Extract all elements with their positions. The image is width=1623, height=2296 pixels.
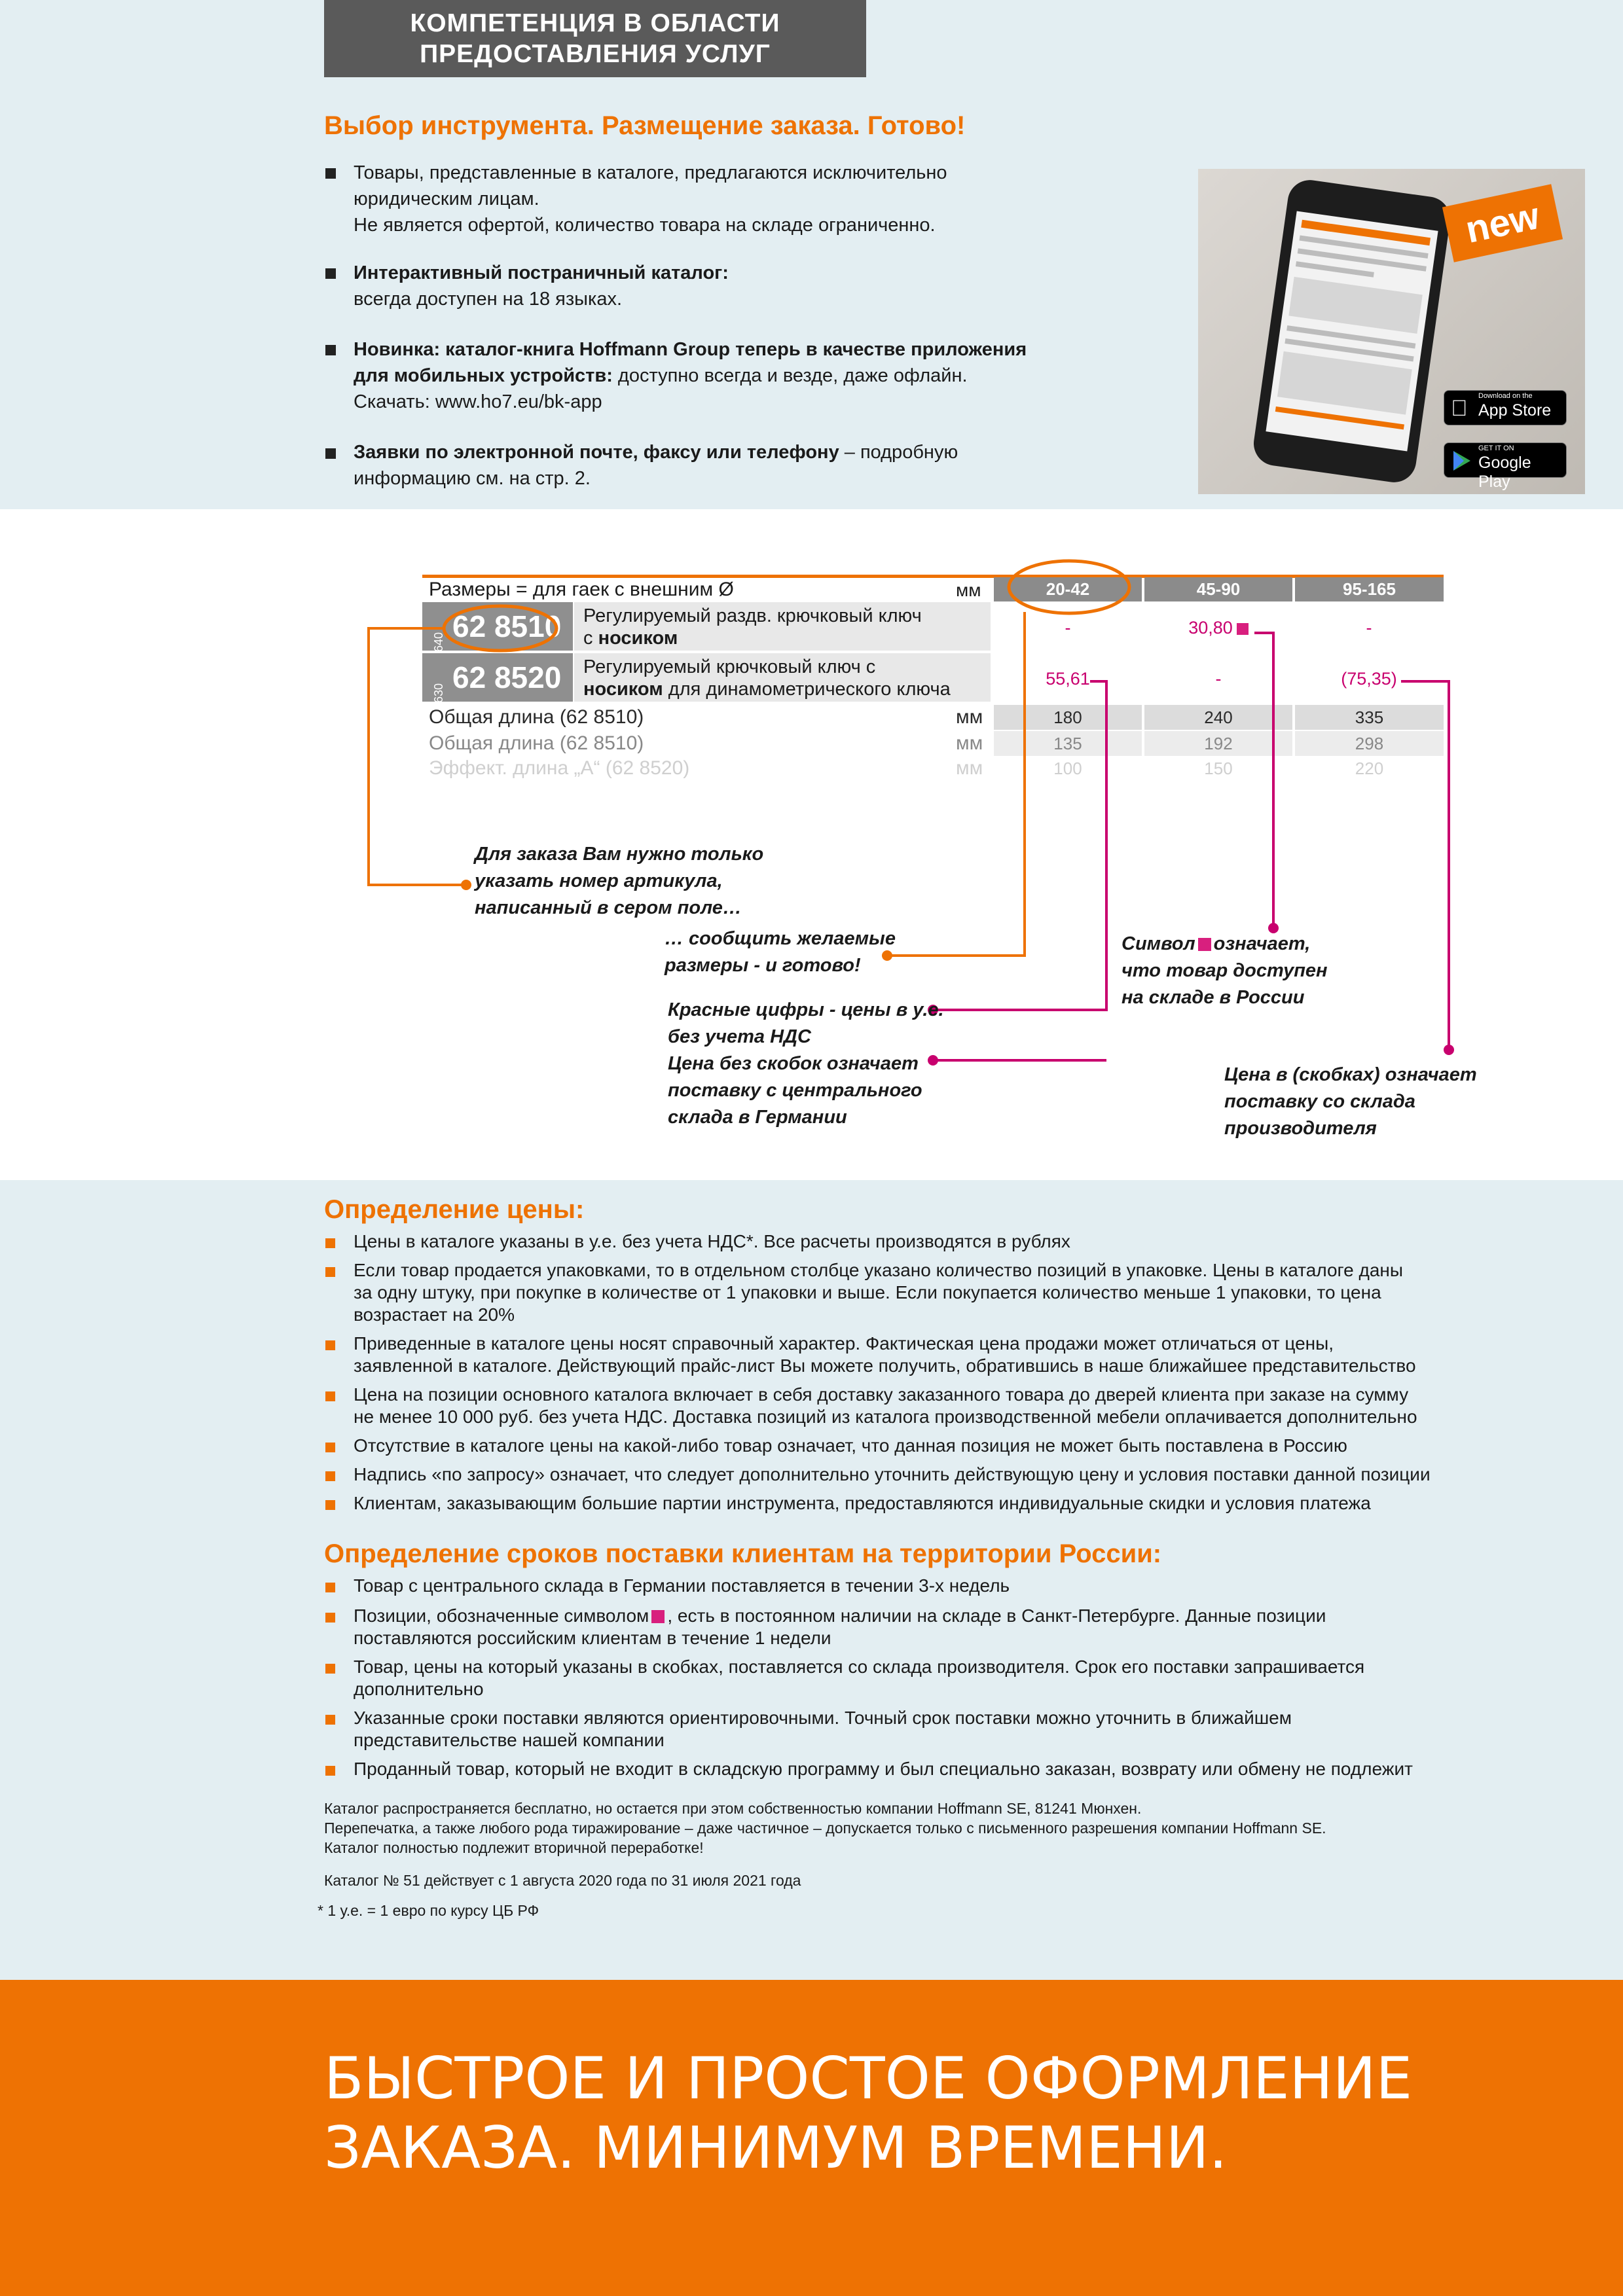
column-header: 95-165 (1295, 577, 1444, 601)
stock-callout-line (1254, 633, 1273, 928)
column-header: 20-42 (994, 577, 1142, 601)
bullet-icon (325, 1471, 335, 1481)
text-line: указать номер артикула, (475, 870, 723, 891)
article-prefix: 640 (432, 632, 446, 653)
text-line: юридическим лицам. (354, 188, 539, 209)
store-small-label: Download on the (1478, 392, 1533, 400)
pricing-item (354, 1333, 1416, 1377)
text-line: Не является офертой, количество товара на складе ограниченно. (354, 215, 936, 236)
price-value: 30,80 (1188, 618, 1233, 637)
text-bold: для мобильных устройств: (354, 365, 613, 386)
legal-notice (324, 1799, 1326, 1857)
bullet-icon (325, 1766, 335, 1776)
text-line: Цена без скобок означает (668, 1053, 919, 1074)
bullet-icon (325, 1238, 335, 1248)
text-bold: носиком (598, 628, 678, 649)
store-label: Google Play (1478, 454, 1531, 491)
text-line: поставку со склада (1224, 1091, 1415, 1112)
header-line-2: ПРЕДОСТАВЛЕНИЯ УСЛУГ (420, 40, 771, 68)
text-line: Приведенные в каталоге цены носят справочный характер. Фактическая цена продажи может отличаться от цены, (354, 1333, 1334, 1354)
text-span: Символ (1122, 933, 1195, 954)
price-cell: - (1065, 618, 1071, 637)
bullet-icon (325, 1443, 335, 1452)
text-span: для динамометрического ключа (663, 679, 951, 700)
bracket-callout-line (1401, 681, 1449, 1050)
delivery-item (354, 1707, 1292, 1751)
footer-banner (0, 1980, 1623, 2296)
dim-unit: мм (956, 706, 983, 728)
pricing-title: Определение цены: (324, 1195, 585, 1224)
text-line: возрастает на 20% (354, 1304, 515, 1325)
text-line: Интерактивный постраничный каталог: (354, 262, 729, 283)
callout-dot (461, 880, 471, 890)
article-number: 62 8510 (452, 609, 562, 643)
text-line: поставку с центрального (668, 1080, 922, 1101)
text-line: Каталог полностью подлежит вторичной переработке! (324, 1839, 704, 1856)
text-line: представительстве нашей компании (354, 1730, 665, 1750)
text-line: без учета НДС (668, 1026, 811, 1047)
text-line: Цена на позиции основного каталога включает в себя доставку заказанного товара до дверей клиента при заказе на сумму (354, 1384, 1409, 1405)
article-prefix: 630 (432, 683, 446, 704)
text-line: Регулируемый раздв. крючковый ключ (583, 605, 922, 626)
delivery-item: Товар с центрального склада в Германии поставляется в течении 3-х недель (354, 1575, 1010, 1596)
app-download-link: Скачать: www.ho7.eu/bk-app (354, 391, 602, 412)
text-line: поставляются российским клиентам в течение 1 недели (354, 1628, 831, 1648)
text-line: написанный в сером поле… (475, 897, 742, 918)
dim-value: 192 (1144, 731, 1292, 756)
delivery-item (354, 1605, 1326, 1649)
stock-square-icon (1198, 938, 1211, 951)
text-line: информацию см. на стр. 2. (354, 468, 591, 489)
text-line: Каталог распространяется бесплатно, но остается при этом собственностью компании Hoffmann SE, 81241 Мюнхен. (324, 1800, 1142, 1817)
size-label: Размеры = для гаек с внешним Ø (429, 579, 734, 600)
text-line: Если товар продается упаковками, то в отдельном столбце указано количество позиций в упаковке. Цены в каталоге даны (354, 1260, 1403, 1280)
text-line: за одну штуку, при покупке в количестве от 1 упаковки и выше. Если покупается количество меньше 1 упаковки, то цена (354, 1282, 1381, 1302)
pricing-item (354, 1259, 1403, 1326)
pricing-item (354, 1435, 1347, 1457)
annotation-brackets (1224, 1062, 1477, 1142)
stock-square-icon (651, 1610, 665, 1623)
footer-line-2: ЗАКАЗА. МИНИМУМ ВРЕМЕНИ. (324, 2114, 1228, 2181)
store-label: App Store (1478, 401, 1552, 420)
bullet-icon (325, 1267, 335, 1277)
dim-value: 180 (994, 705, 1142, 730)
pricing-item (354, 1230, 1070, 1253)
column-header: 45-90 (1144, 577, 1292, 601)
text-bold: Заявки по электронной почте, факсу или телефону (354, 442, 839, 463)
bullet-icon (325, 1500, 335, 1510)
price-callout-line (933, 681, 1106, 1010)
text-line: Новинка: каталог-книга Hoffmann Group теперь в качестве приложения (354, 339, 1027, 360)
catalog-validity: Каталог № 51 действует с 1 августа 2020 года по 31 июля 2021 года (324, 1872, 801, 1889)
annotation-size (665, 925, 896, 979)
footer-slogan (324, 2044, 1412, 2183)
text-line: Красные цифры - цены в у.е. (668, 999, 944, 1020)
dim-value: 298 (1295, 731, 1444, 756)
text-line: склада в Германии (668, 1107, 847, 1128)
annotation-stock (1122, 931, 1328, 1011)
dim-unit: мм (956, 732, 983, 754)
article-highlight (444, 606, 556, 651)
size-column-highlight (1009, 561, 1129, 613)
pricing-item (354, 1463, 1431, 1486)
pricing-item (354, 1492, 1371, 1515)
text-line: … сообщить желаемые (665, 928, 896, 949)
price-cell: (75,35) (1341, 669, 1397, 689)
delivery-item: Проданный товар, который не входит в складскую программу и был специально заказан, возврату или обмену не подлежит (354, 1759, 1413, 1779)
size-callout-line (887, 612, 1025, 956)
callout-dot (1444, 1045, 1454, 1055)
text-span: доступно всегда и везде, даже офлайн. (612, 365, 968, 386)
bullet-icon (325, 1613, 335, 1623)
text-bold: носиком (583, 679, 663, 700)
delivery-title: Определение сроков поставки клиентам на территории России: (324, 1539, 1162, 1568)
bullet-icon (325, 1391, 335, 1401)
text-line (354, 1605, 1326, 1627)
dim-value: 135 (994, 731, 1142, 756)
text-line (1122, 931, 1328, 958)
footer-line-1: БЫСТРОЕ И ПРОСТОЕ ОФОРМЛЕНИЕ (324, 2045, 1413, 2112)
text-line: Надпись «по запросу» означает, что следует дополнительно уточнить действующую цену и условия поставки данной позиции (354, 1464, 1431, 1484)
text-line: Регулируемый крючковый ключ с (583, 656, 876, 677)
bullet-icon (325, 1715, 335, 1725)
text-span: с (583, 628, 598, 649)
pricing-item (354, 1384, 1417, 1428)
bullet-icon (325, 1664, 335, 1674)
text-line: производителя (1224, 1118, 1377, 1139)
dim-value: 150 (1204, 759, 1233, 778)
dim-label: Общая длина (62 8510) (429, 706, 644, 728)
currency-footnote: * 1 у.е. = 1 евро по курсу ЦБ РФ (318, 1902, 539, 1919)
annotation-article (475, 841, 763, 922)
text-line: Товар, цены на который указаны в скобках, поставляется со склада производителя. Срок его поставки запрашивается (354, 1657, 1365, 1677)
bullet-icon (325, 1583, 335, 1592)
dim-value: 240 (1144, 705, 1292, 730)
text-line: размеры - и готово! (665, 955, 861, 976)
text-line: на складе в России (1122, 987, 1305, 1008)
text-span: Позиции, обозначенные символом (354, 1605, 649, 1626)
text-span: – подробную (839, 442, 958, 463)
text-span: означает, (1213, 933, 1311, 954)
intro-title: Выбор инструмента. Размещение заказа. Готово! (324, 111, 966, 140)
text-line: Перепечатка, а также любого рода тиражирование – даже частичное – допускается только с письменного разрешения компании Hoffmann SE. (324, 1820, 1326, 1837)
dim-label: Общая длина (62 8510) (429, 732, 644, 754)
text-line: что товар доступен (1122, 960, 1328, 981)
text-line: Клиентам, заказывающим большие партии инструмента, предоставляются индивидуальные скидки и условия платежа (354, 1493, 1371, 1513)
text-line: Отсутствие в каталоге цены на какой-либо товар означает, что данная позиция не может быть поставлена в Россию (354, 1435, 1347, 1456)
text-line: Цена в (скобках) означает (1224, 1064, 1477, 1085)
annotation-price (668, 997, 944, 1131)
dim-value: 335 (1295, 705, 1444, 730)
text-line: Указанные сроки поставки являются ориентировочными. Точный срок поставки можно уточнить в ближайшем (354, 1708, 1292, 1728)
text-line: Для заказа Вам нужно только (475, 844, 764, 865)
delivery-item (354, 1656, 1364, 1700)
text-line: заявленной в каталоге. Действующий прайс-лист Вы можете получить, обратившись в наше ближайшее представительство (354, 1355, 1416, 1376)
text-line: не менее 10 000 руб. без учета НДС. Доставка позиций из каталога производственной мебели оплачивается дополнительно (354, 1407, 1417, 1427)
dim-label: Эффект. длина „A“ (62 8520) (429, 757, 690, 779)
price-cell: 55,61 (1046, 669, 1090, 689)
text-span: , есть в постоянном наличии на складе в Санкт-Петербурге. Данные позиции (667, 1605, 1326, 1626)
new-badge: new (1442, 184, 1563, 262)
price-cell: - (1366, 618, 1372, 637)
article-number: 62 8520 (452, 660, 562, 694)
text-line: всегда доступен на 18 языках. (354, 289, 623, 310)
article-callout-line (369, 628, 466, 885)
text-line: Товары, представленные в каталоге, предлагаются исключительно (354, 162, 947, 183)
text-line: Цены в каталоге указаны в у.е. без учета НДС*. Все расчеты производятся в рублях (354, 1231, 1070, 1251)
unit-label: мм (956, 580, 981, 600)
header-line-1: КОМПЕТЕНЦИЯ В ОБЛАСТИ (410, 9, 780, 37)
store-small-label: GET IT ON (1478, 444, 1514, 452)
text-line: дополнительно (354, 1679, 484, 1699)
dim-unit: мм (956, 757, 983, 779)
dim-value: 220 (1355, 759, 1384, 778)
bullet-icon (325, 1340, 335, 1350)
price-cell: - (1215, 669, 1222, 689)
dim-value: 100 (1053, 759, 1082, 778)
